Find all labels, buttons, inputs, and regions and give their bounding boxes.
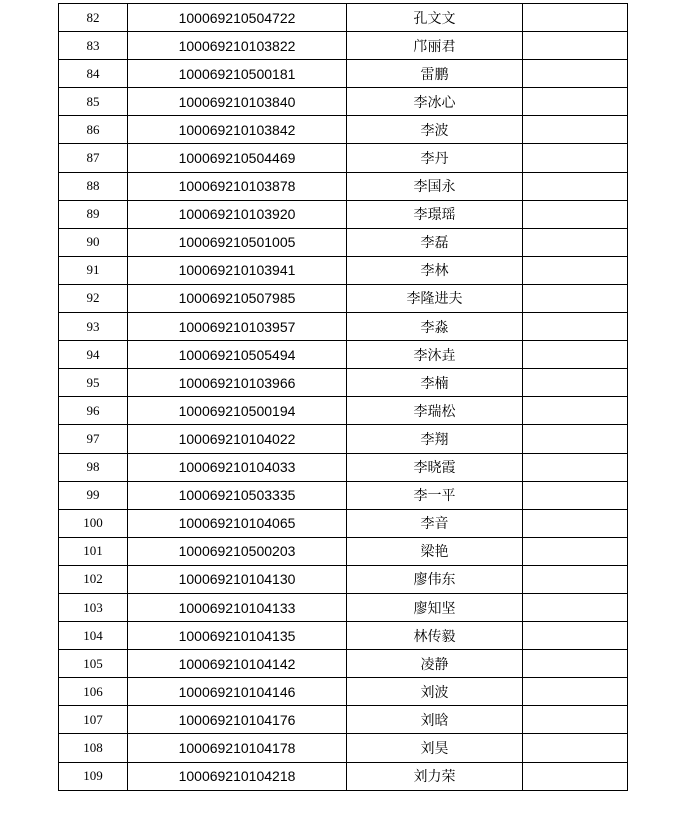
name-cell: 雷鹏 <box>347 60 523 88</box>
name-cell: 李波 <box>347 116 523 144</box>
table-row <box>59 284 628 312</box>
id-number-cell: 100069210103920 <box>128 200 347 228</box>
remarks-cell <box>523 60 628 88</box>
table-row <box>59 256 628 284</box>
name-cell: 李隆进夫 <box>347 284 523 312</box>
row-number-cell: 101 <box>59 537 128 565</box>
id-number-cell: 100069210104133 <box>128 593 347 621</box>
id-number-cell: 100069210104142 <box>128 650 347 678</box>
id-number-cell: 100069210103966 <box>128 369 347 397</box>
remarks-cell <box>523 116 628 144</box>
id-number-cell: 100069210104065 <box>128 509 347 537</box>
id-number-cell: 100069210504469 <box>128 144 347 172</box>
row-number-cell: 103 <box>59 593 128 621</box>
name-cell: 李冰心 <box>347 88 523 116</box>
table-row <box>59 60 628 88</box>
table-row <box>59 706 628 734</box>
remarks-cell <box>523 88 628 116</box>
name-cell: 林传毅 <box>347 622 523 650</box>
remarks-cell <box>523 650 628 678</box>
table-row <box>59 228 628 256</box>
row-number-cell: 87 <box>59 144 128 172</box>
row-number-cell: 82 <box>59 4 128 32</box>
name-cell: 李沐垚 <box>347 341 523 369</box>
name-cell: 李音 <box>347 509 523 537</box>
id-number-cell: 100069210103941 <box>128 256 347 284</box>
remarks-cell <box>523 200 628 228</box>
remarks-cell <box>523 762 628 790</box>
row-number-cell: 90 <box>59 228 128 256</box>
table-row <box>59 32 628 60</box>
remarks-cell <box>523 4 628 32</box>
remarks-cell <box>523 537 628 565</box>
row-number-cell: 104 <box>59 622 128 650</box>
row-number-cell: 83 <box>59 32 128 60</box>
row-number-cell: 99 <box>59 481 128 509</box>
name-cell: 李淼 <box>347 313 523 341</box>
id-number-cell: 100069210505494 <box>128 341 347 369</box>
name-cell: 李晓霞 <box>347 453 523 481</box>
table-row <box>59 650 628 678</box>
row-number-cell: 86 <box>59 116 128 144</box>
name-cell: 李一平 <box>347 481 523 509</box>
name-cell: 李磊 <box>347 228 523 256</box>
name-cell: 邝丽君 <box>347 32 523 60</box>
id-number-cell: 100069210500203 <box>128 537 347 565</box>
row-number-cell: 96 <box>59 397 128 425</box>
name-cell: 刘晗 <box>347 706 523 734</box>
remarks-cell <box>523 144 628 172</box>
remarks-cell <box>523 734 628 762</box>
table-row <box>59 4 628 32</box>
remarks-cell <box>523 565 628 593</box>
table-row <box>59 172 628 200</box>
row-number-cell: 102 <box>59 565 128 593</box>
row-number-cell: 92 <box>59 284 128 312</box>
table-row <box>59 453 628 481</box>
row-number-cell: 89 <box>59 200 128 228</box>
id-number-cell: 100069210507985 <box>128 284 347 312</box>
row-number-cell: 93 <box>59 313 128 341</box>
remarks-cell <box>523 397 628 425</box>
row-number-cell: 107 <box>59 706 128 734</box>
name-cell: 廖知坚 <box>347 593 523 621</box>
name-cell: 刘昊 <box>347 734 523 762</box>
id-number-cell: 100069210500181 <box>128 60 347 88</box>
name-cell: 李楠 <box>347 369 523 397</box>
name-cell: 孔文文 <box>347 4 523 32</box>
row-number-cell: 98 <box>59 453 128 481</box>
id-number-cell: 100069210504722 <box>128 4 347 32</box>
remarks-cell <box>523 425 628 453</box>
id-number-cell: 100069210103957 <box>128 313 347 341</box>
id-number-cell: 100069210104135 <box>128 622 347 650</box>
row-number-cell: 109 <box>59 762 128 790</box>
remarks-cell <box>523 678 628 706</box>
table-row <box>59 593 628 621</box>
id-number-cell: 100069210103878 <box>128 172 347 200</box>
table-row <box>59 116 628 144</box>
remarks-cell <box>523 341 628 369</box>
remarks-cell <box>523 481 628 509</box>
id-number-cell: 100069210501005 <box>128 228 347 256</box>
id-number-cell: 100069210104022 <box>128 425 347 453</box>
id-number-cell: 100069210103840 <box>128 88 347 116</box>
id-number-cell: 100069210104146 <box>128 678 347 706</box>
name-cell: 李翔 <box>347 425 523 453</box>
id-number-cell: 100069210104178 <box>128 734 347 762</box>
row-number-cell: 108 <box>59 734 128 762</box>
table-row <box>59 509 628 537</box>
row-number-cell: 84 <box>59 60 128 88</box>
table-row <box>59 622 628 650</box>
table-row <box>59 481 628 509</box>
table-row <box>59 341 628 369</box>
table-row <box>59 762 628 790</box>
roster-table <box>58 3 628 791</box>
name-cell: 李国永 <box>347 172 523 200</box>
name-cell: 李瑞松 <box>347 397 523 425</box>
row-number-cell: 97 <box>59 425 128 453</box>
id-number-cell: 100069210104130 <box>128 565 347 593</box>
table-row <box>59 313 628 341</box>
id-number-cell: 100069210503335 <box>128 481 347 509</box>
table-row <box>59 369 628 397</box>
remarks-cell <box>523 228 628 256</box>
row-number-cell: 100 <box>59 509 128 537</box>
table-row <box>59 734 628 762</box>
row-number-cell: 105 <box>59 650 128 678</box>
table-row <box>59 537 628 565</box>
row-number-cell: 95 <box>59 369 128 397</box>
remarks-cell <box>523 509 628 537</box>
table-row <box>59 678 628 706</box>
id-number-cell: 100069210103842 <box>128 116 347 144</box>
remarks-cell <box>523 172 628 200</box>
remarks-cell <box>523 32 628 60</box>
id-number-cell: 100069210500194 <box>128 397 347 425</box>
remarks-cell <box>523 256 628 284</box>
remarks-cell <box>523 706 628 734</box>
name-cell: 李璟瑶 <box>347 200 523 228</box>
remarks-cell <box>523 369 628 397</box>
id-number-cell: 100069210104176 <box>128 706 347 734</box>
remarks-cell <box>523 284 628 312</box>
remarks-cell <box>523 453 628 481</box>
name-cell: 刘力荣 <box>347 762 523 790</box>
row-number-cell: 94 <box>59 341 128 369</box>
table-row <box>59 144 628 172</box>
name-cell: 梁艳 <box>347 537 523 565</box>
name-cell: 李丹 <box>347 144 523 172</box>
id-number-cell: 100069210103822 <box>128 32 347 60</box>
row-number-cell: 85 <box>59 88 128 116</box>
name-cell: 李林 <box>347 256 523 284</box>
id-number-cell: 100069210104218 <box>128 762 347 790</box>
table-row <box>59 565 628 593</box>
table-row <box>59 425 628 453</box>
name-cell: 凌静 <box>347 650 523 678</box>
id-number-cell: 100069210104033 <box>128 453 347 481</box>
row-number-cell: 91 <box>59 256 128 284</box>
remarks-cell <box>523 622 628 650</box>
row-number-cell: 106 <box>59 678 128 706</box>
remarks-cell <box>523 593 628 621</box>
name-cell: 廖伟东 <box>347 565 523 593</box>
table-row <box>59 397 628 425</box>
table-row <box>59 200 628 228</box>
remarks-cell <box>523 313 628 341</box>
row-number-cell: 88 <box>59 172 128 200</box>
table-row <box>59 88 628 116</box>
name-cell: 刘波 <box>347 678 523 706</box>
roster-table-body <box>59 4 628 791</box>
